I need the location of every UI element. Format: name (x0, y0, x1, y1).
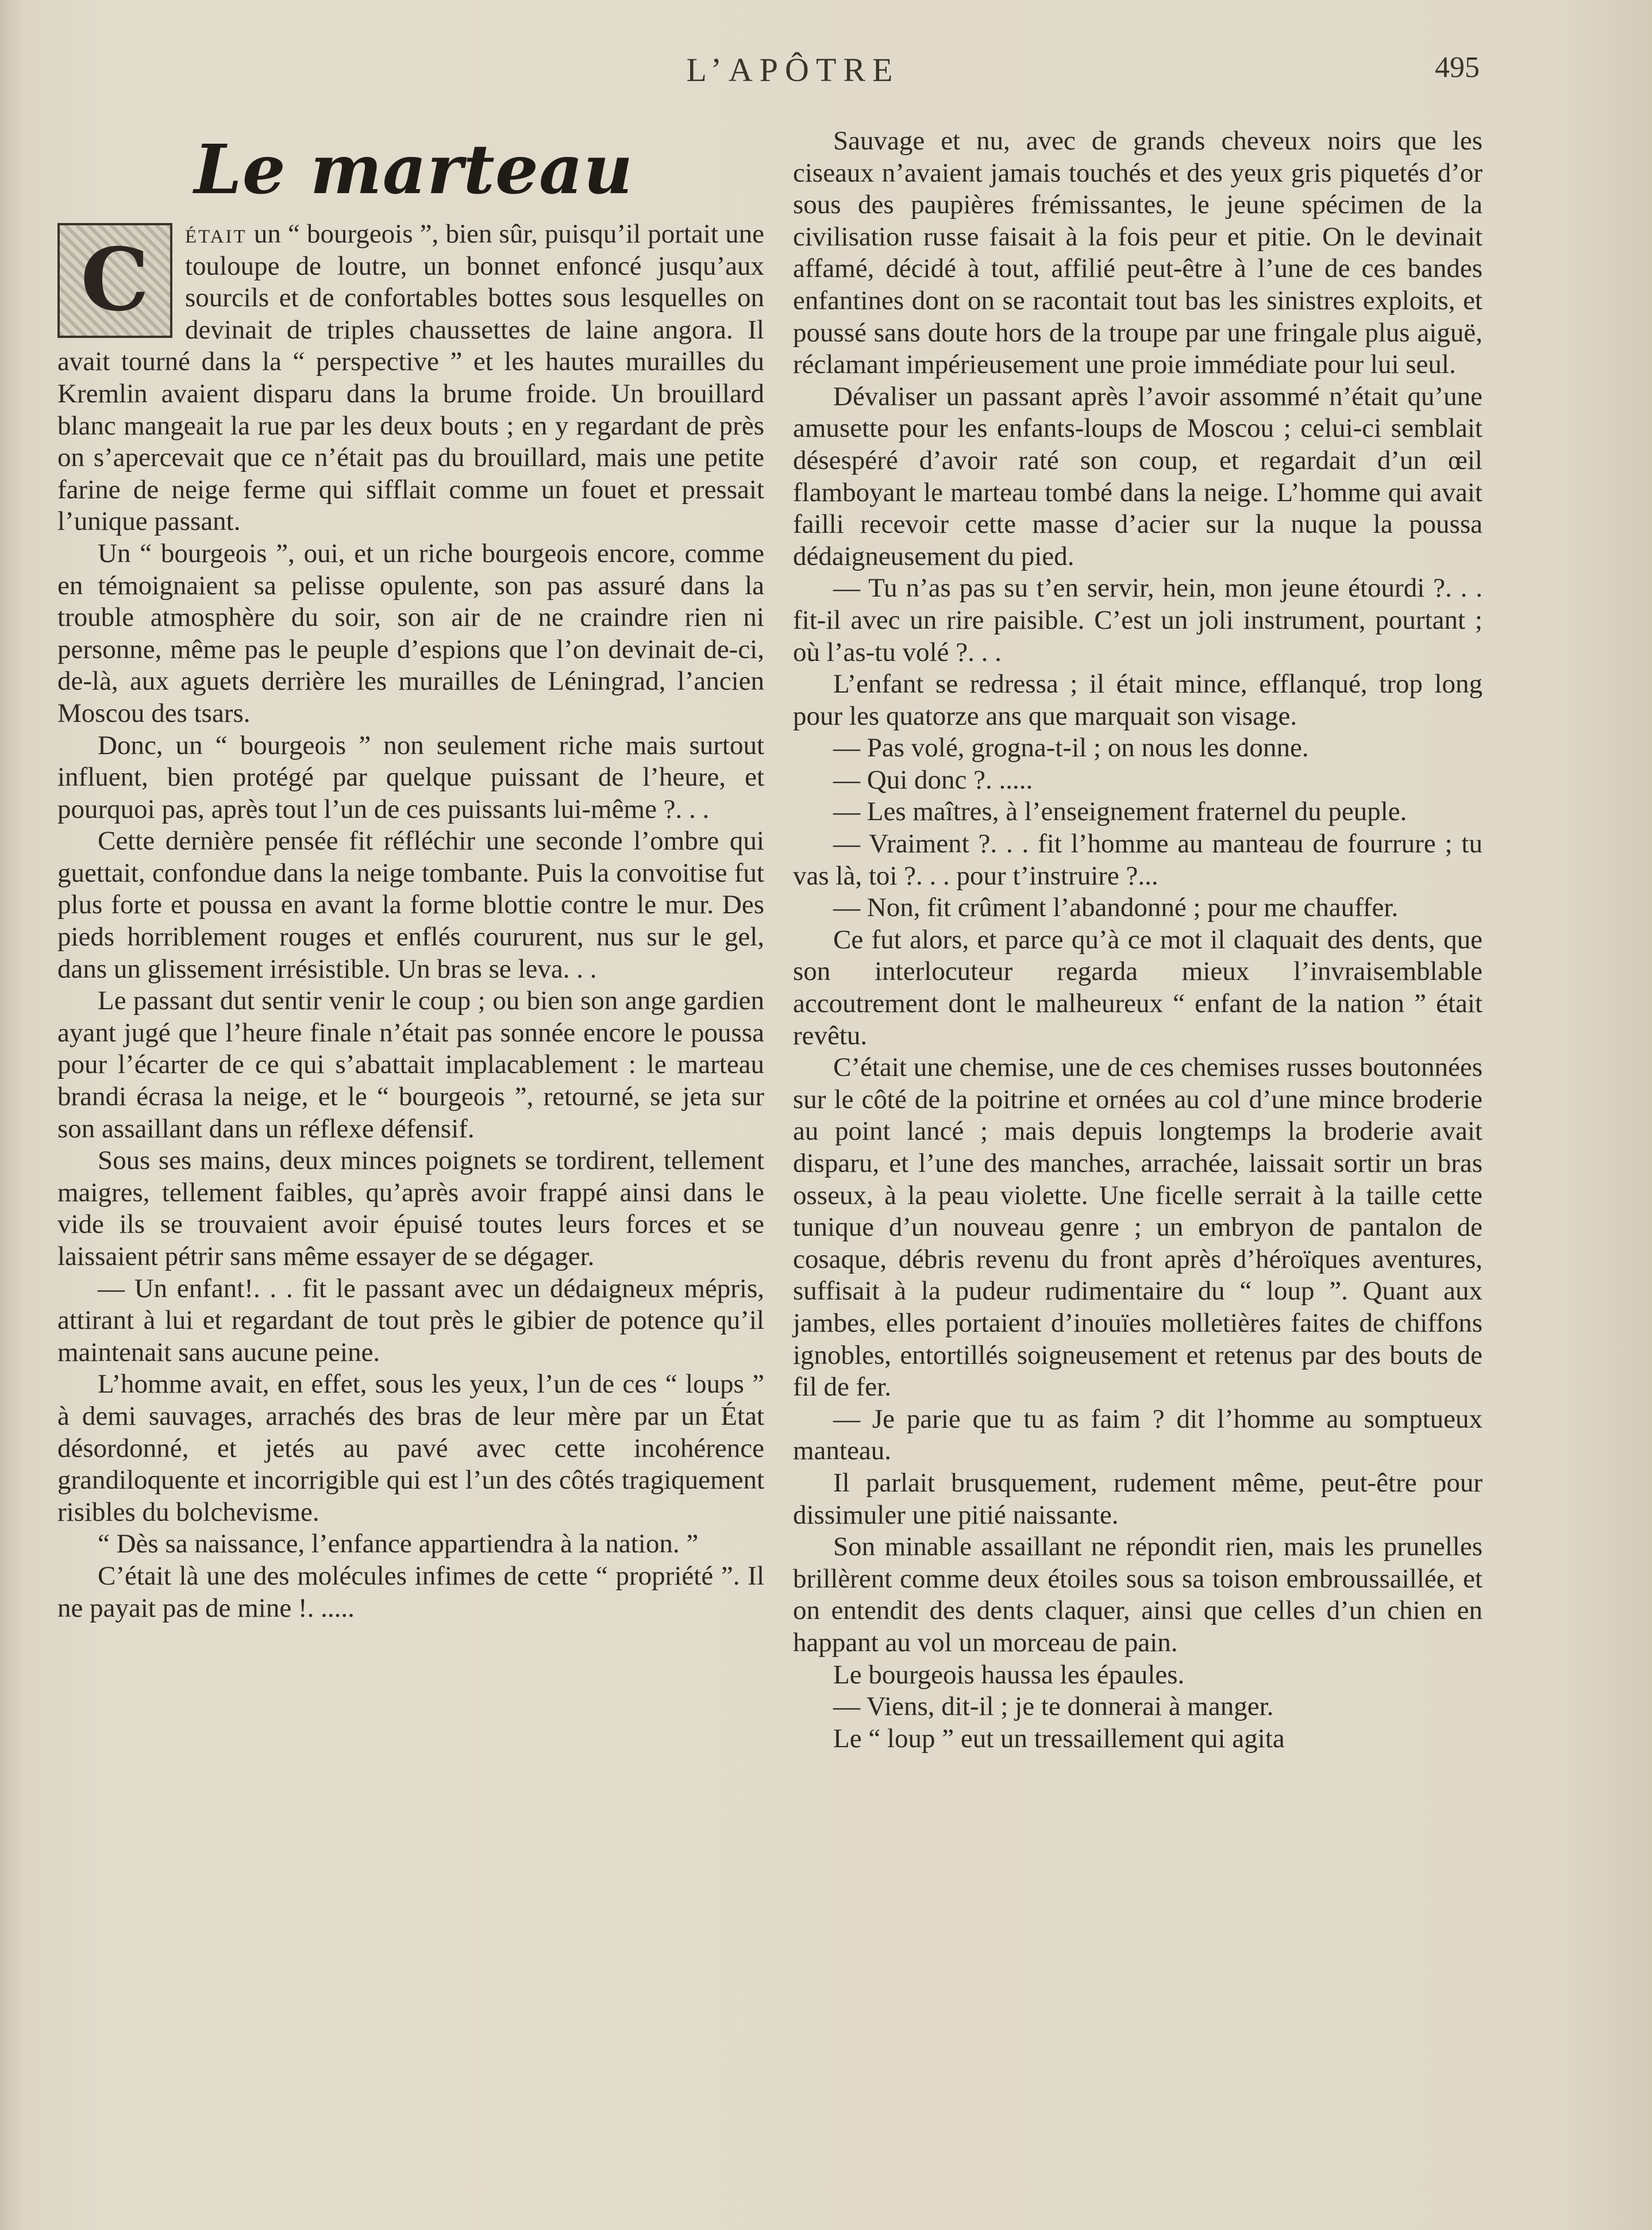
paragraph: — Viens, dit-il ; je te donnerai à manger. (833, 1691, 1274, 1722)
paragraph: Donc, un “ bourgeois ” non seulement riche mais surtout influent, bien protégé par quelque puissant de l’heure, et pourquoi pas, après tout l’un de ces puissants lui-même ?. . . (57, 730, 764, 824)
paragraph: Ce fut alors, et parce qu’à ce mot il claquait des dents, que son interlocuteur regarda mieux l’invraisemblable accoutrement dont le malheureux “ enfant de la nation ” était revêtu. (793, 924, 1482, 1051)
paragraph: — Vraiment ?. . . fit l’homme au manteau de fourrure ; tu vas là, toi ?. . . pour t’instruire ?... (793, 829, 1482, 891)
paragraph: Le “ loup ” eut un tressaillement qui agita (833, 1723, 1285, 1754)
paragraph: — Pas volé, grogna-t-il ; on nous les donne. (833, 733, 1309, 763)
running-title: L’APÔTRE (686, 51, 900, 89)
page-number: 495 (1435, 51, 1480, 84)
paragraph: Son minable assaillant ne répondit rien, mais les prunelles brillèrent comme deux étoiles sous sa toison embroussaillée, et on entendit des dents claquer, ainsi que celles d’un chien en happant au vol un morceau de pain. (793, 1532, 1482, 1658)
right-column (793, 125, 1482, 1755)
paragraph: C’était une chemise, une de ces chemises russes boutonnées sur le côté de la poitrine et ornées au col d’une mince broderie au point lancé ; mais depuis longtemps la broderie avait disparu, et l’une des manches, arrachée, laissait sortir un bras osseux, à la peau violette. Une ficelle serrait à la taille cette tunique d’un nouveau genre ; un embryon de pantalon de cosaque, débris revenu du front après d’héroïques aventures, suffisait à la pudeur rudimentaire du “ loup ”. Quant aux jambes, elles portaient d’inouïes molletières faites de chiffons ignobles, entortillés soigneusement et retenus par des bouts de fil de fer. (793, 1052, 1482, 1402)
paragraph: Un “ bourgeois ”, oui, et un riche bourgeois encore, comme en témoignaient sa pelisse opulente, son pas assuré dans la trouble atmosphère du soir, son air de ne craindre rien ni personne, même pas le peuple d’espions que l’on devinait de-ci, de-là, aux aguets derrière les murailles de Léningrad, l’ancien Moscou des tsars. (57, 538, 764, 728)
paragraph: Sous ses mains, deux minces poignets se tordirent, tellement maigres, tellement faibles, qu’après avoir frappé ainsi dans le vide ils se trouvaient avoir épuisé toutes leurs forces et se laissaient pétrir sans même essayer de se dégager. (57, 1145, 764, 1271)
paragraph: C’était là une des molécules infimes de cette “ propriété ”. Il ne payait pas de mine !. ..... (57, 1560, 764, 1623)
paragraph: Le passant dut sentir venir le coup ; ou bien son ange gardien ayant jugé que l’heure finale n’était pas sonnée encore le poussa pour l’écarter de ce qui s’abattait implacablement : le marteau brandi écrasa la neige, et le “ bourgeois ”, retourné, se jeta sur son assaillant dans un réflexe défensif. (57, 986, 764, 1144)
first-word-smallcaps: était (185, 219, 247, 249)
paragraph: Cette dernière pensée fit réfléchir une seconde l’ombre qui guettait, confondue dans la neige tombante. Puis la convoitise fut plus forte et poussa en avant la forme blottie contre le mur. Des pieds horriblement rouges et enflés coururent, nus sur le gel, dans un glissement irrésistible. Un bras se leva. . . (57, 826, 764, 984)
ornamental-dropcap: C (57, 223, 172, 338)
paragraph: Dévaliser un passant après l’avoir assommé n’était qu’une amusette pour les enfants-loups de Moscou ; celui-ci semblait désespéré d’avoir raté son coup, et regardait d’un œil flamboyant le marteau tombé dans la neige. L’homme qui avait failli recevoir cette masse d’acier sur la nuque la poussa dédaigneusement du pied. (793, 381, 1482, 571)
paragraph: L’enfant se redressa ; il était mince, efflanqué, trop long pour les quatorze ans que marquait son visage. (793, 669, 1482, 731)
paragraph: “ Dès sa naissance, l’enfance appartiendra à la nation. ” (98, 1529, 699, 1559)
page-header (0, 51, 1652, 91)
paragraph: L’homme avait, en effet, sous les yeux, l’un de ces “ loups ” à demi sauvages, arrachés des bras de leur mère par un État désordonné, et jetés au pavé avec cette incohérence grandiloquente et incorrigible qui est l’un des côtés tragiquement risibles du bolchevisme. (57, 1369, 764, 1527)
paragraph: Il parlait brusquement, rudement même, peut-être pour dissimuler une pitié naissante. (793, 1467, 1482, 1530)
paragraph: — Qui donc ?. ..... (833, 764, 1033, 795)
paragraph: — Tu n’as pas su t’en servir, hein, mon jeune étourdi ?. . . fit-il avec un rire paisible. C’est un joli instrument, pourtant ; où l’as-tu volé ?. . . (793, 573, 1482, 667)
paragraph: — Non, fit crûment l’abandonné ; pour me chauffer. (833, 893, 1399, 923)
paragraph-text: un “ bourgeois ”, bien sûr, puisqu’il portait une touloupe de loutre, un bonnet enfoncé jusqu’aux sourcils et de confortables bottes sous lesquelles on devinait de triples chaussettes de laine angora. Il avait tourné dans la “ perspective ” et les hautes murailles du Kremlin avaient disparu dans la brume froide. Un brouillard blanc mangeait la rue par les deux bouts ; en y regardant de près on s’apercevait que ce n’était pas du brouillard, mais une petite farine de neige ferme qui sifflait comme un fouet et pressait l’unique passant. (57, 219, 764, 537)
paragraph: — Un enfant!. . . fit le passant avec un dédaigneux mépris, attirant à lui et regardant de tout près le gibier de potence qu’il maintenait sans aucune peine. (57, 1273, 764, 1367)
paragraph: Le bourgeois haussa les épaules. (833, 1659, 1185, 1690)
left-column (57, 218, 764, 1624)
article-title: Le marteau (194, 129, 634, 209)
paragraph: — Je parie que tu as faim ? dit l’homme au somptueux manteau. (793, 1404, 1482, 1466)
paragraph: — Les maîtres, à l’enseignement fraternel du peuple. (833, 797, 1407, 827)
paragraph: Sauvage et nu, avec de grands cheveux noirs que les ciseaux n’avaient jamais touchés et des yeux gris piquetés d’or sous des paupières frémissantes, le jeune spécimen de la civilisation russe faisait à la fois peur et pitie. On le devinait affamé, décidé à tout, affilié peut-être à l’une de ces bandes enfantines dont on se racontait tout bas les sinistres exploits, et poussé sans doute hors de la troupe par une fringale plus aiguë, réclamant impérieusement une proie immédiate pour lui seul. (793, 126, 1482, 380)
